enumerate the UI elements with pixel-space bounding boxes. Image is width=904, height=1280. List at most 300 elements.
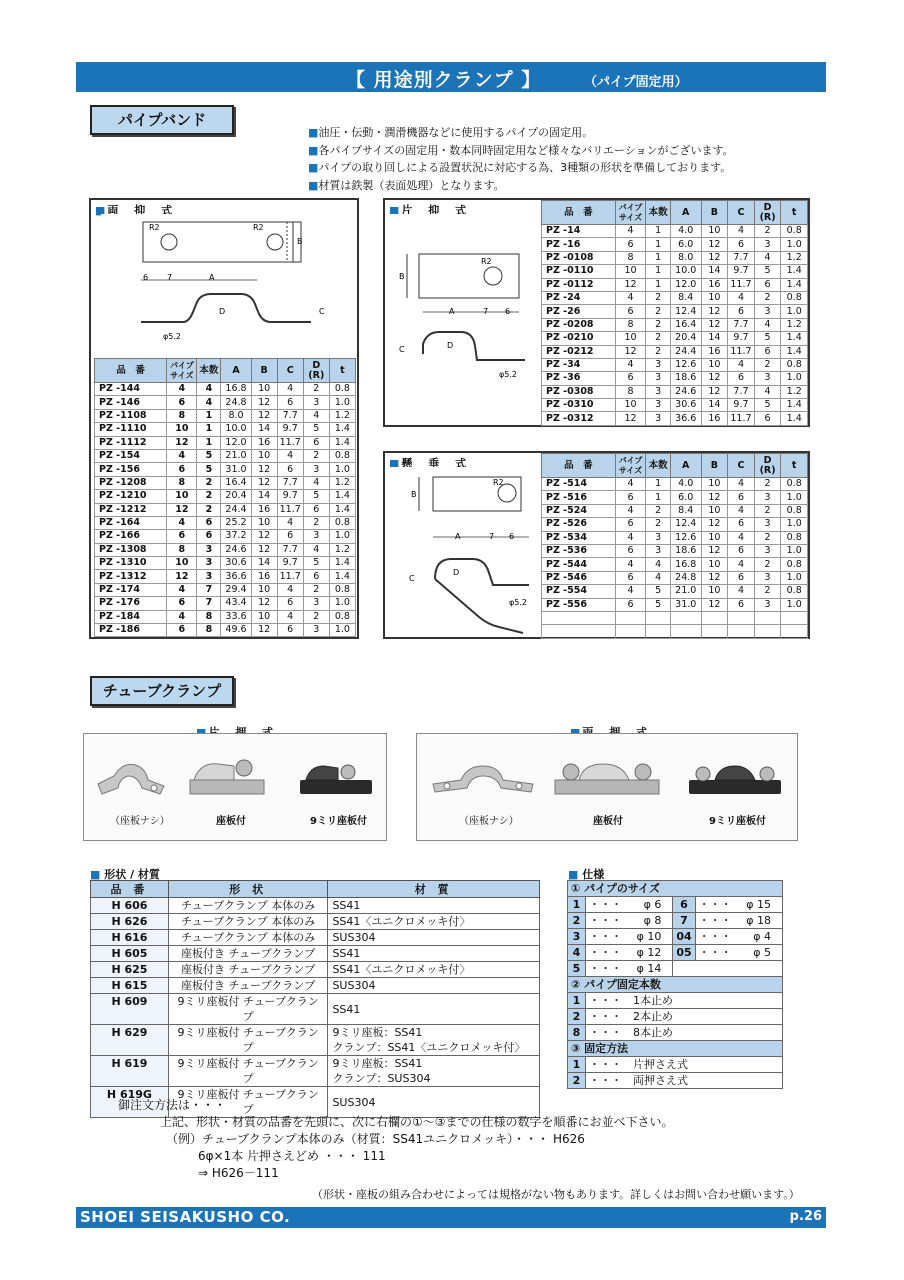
spec-cell: 1.2: [781, 251, 808, 264]
spec-cell: 12: [251, 624, 277, 637]
spec-cell: 2: [754, 531, 781, 544]
spec-cell: 5: [754, 399, 781, 412]
spec-cell: 6: [728, 544, 755, 557]
product-code: H 606: [91, 898, 169, 914]
spec-value: ・・・ φ 5: [695, 945, 782, 961]
part-number: PZ -164: [95, 516, 167, 529]
spec-cell: 10: [615, 265, 646, 278]
shape-material-title: 形状 / 材質: [104, 868, 160, 881]
spec-cell: 8.4: [670, 504, 701, 517]
tube-ryo-photo-panel: [416, 733, 798, 841]
spec-value: ・・・ φ 8: [586, 913, 673, 929]
material-cell: SUS304: [328, 978, 540, 994]
spec-cell: 12: [701, 305, 728, 318]
table-row: [568, 1073, 783, 1089]
spec-cell: 10: [167, 423, 197, 436]
clamp-with-plate-image: [551, 750, 663, 802]
spec-cell: 1.4: [329, 423, 355, 436]
spec-value: ・・・ φ 10: [586, 929, 673, 945]
clamp-no-plate-image: [94, 756, 168, 798]
spec-section-header: [568, 881, 783, 897]
r2-label: R2: [253, 223, 264, 232]
bullet-item: ■ 油圧・伝動・潤滑機器などに使用するパイプの固定用。: [308, 124, 734, 142]
spec-cell: 12.6: [670, 531, 701, 544]
spec-cell: 24.6: [221, 543, 251, 556]
spec-cell: 6: [303, 570, 329, 583]
table-row: [542, 544, 808, 557]
part-number: PZ -0212: [542, 345, 616, 358]
part-number: PZ -0210: [542, 332, 616, 345]
spec-cell: 9.7: [277, 557, 303, 570]
part-number: PZ -26: [542, 305, 616, 318]
material-cell: SS41〈ユニクロメッキ付〉: [328, 962, 540, 978]
spec-cell: 2: [646, 305, 671, 318]
spec-cell: 6: [615, 491, 646, 504]
spec-cell: 6: [728, 598, 755, 611]
part-number: PZ -1208: [95, 476, 167, 489]
six-label: 6: [505, 307, 511, 316]
bullet-item: ■ 材質は鉄製（表面処理）となります。: [308, 177, 734, 195]
spec-cell: 14: [701, 399, 728, 412]
spec-value: ・・・ 片押さえ式: [586, 1057, 783, 1073]
page-subtitle: （パイプ固定用）: [584, 75, 688, 90]
spec-cell: 3: [754, 491, 781, 504]
spec-cell: 2: [303, 583, 329, 596]
part-number: PZ -1108: [95, 409, 167, 422]
table-row: [542, 225, 808, 238]
spec-cell: 6: [728, 518, 755, 531]
part-number: PZ -0312: [542, 412, 616, 425]
spec-value: ・・・ φ 4: [695, 929, 782, 945]
table-row: [542, 265, 808, 278]
spec-cell: 0.8: [781, 291, 808, 304]
material-cell: クランプ：SUS304: [328, 1071, 540, 1087]
spec-number: 8: [568, 1025, 586, 1041]
spec-cell: 1.4: [329, 570, 355, 583]
spec-cell: 3: [646, 531, 671, 544]
spec-section-title: ① パイプのサイズ: [568, 881, 783, 897]
part-number: PZ -0108: [542, 251, 616, 264]
spec-cell: 1.4: [781, 332, 808, 345]
spec-cell: 6: [754, 412, 781, 425]
shape-cell: チューブクランプ 本体のみ: [168, 930, 328, 946]
product-code: H 616: [91, 930, 169, 946]
spec-cell: 2: [646, 318, 671, 331]
spec-cell: 6: [277, 463, 303, 476]
r2-label: R2: [149, 223, 160, 232]
spec-cell: 10: [251, 383, 277, 396]
product-code: H 625: [91, 962, 169, 978]
spec-cell: 12: [251, 396, 277, 409]
spec-cell: 49.6: [221, 624, 251, 637]
spec-section-header: [568, 1041, 783, 1057]
part-number: PZ -546: [542, 571, 616, 584]
tube-kata-photo-panel: [83, 733, 387, 841]
company-name: SHOEI SEISAKUSHO CO.: [80, 1208, 291, 1226]
spec-cell: 3: [197, 543, 221, 556]
phi-label: φ5.2: [499, 370, 517, 379]
spec-cell: 3: [303, 396, 329, 409]
table-row: [568, 913, 783, 929]
shape-cell: 9ミリ座板付 チューブクランプ: [168, 1025, 328, 1056]
part-number: PZ -174: [95, 583, 167, 596]
shape-cell: 座板付き チューブクランプ: [168, 978, 328, 994]
b-label: B: [297, 237, 303, 246]
spec-cell: 7.7: [277, 476, 303, 489]
spec-cell: 3: [754, 372, 781, 385]
table-row: [95, 490, 356, 503]
page-title: 【 用途別クランプ 】: [346, 69, 542, 91]
spec-cell: 12.0: [221, 436, 251, 449]
spec-cell: 3: [303, 530, 329, 543]
table-row: [568, 945, 783, 961]
spec-cell: 14: [701, 332, 728, 345]
spec-cell: 6: [728, 571, 755, 584]
spec-cell: 4.0: [670, 478, 701, 491]
a-label: A: [209, 273, 215, 282]
spec-cell: 0.8: [781, 478, 808, 491]
spec-number: 2: [568, 1073, 586, 1089]
kensui-title: 懸 垂 式: [401, 457, 473, 470]
spec-cell: 3: [197, 557, 221, 570]
spec-cell: 12.0: [670, 278, 701, 291]
table-row: [568, 1009, 783, 1025]
spec-cell: 6: [754, 278, 781, 291]
spec-cell: 24.4: [670, 345, 701, 358]
part-number: PZ -1112: [95, 436, 167, 449]
spec-cell: 18.6: [670, 544, 701, 557]
spec-cell: 11.7: [277, 570, 303, 583]
spec-cell: 3: [303, 597, 329, 610]
spec-cell: 4: [646, 558, 671, 571]
spec-cell: 8: [167, 543, 197, 556]
six-label: 6: [509, 532, 515, 541]
spec-cell: 3: [646, 358, 671, 371]
spec-cell: 12: [167, 436, 197, 449]
spec-cell: 5: [197, 463, 221, 476]
spec-cell: 12: [701, 372, 728, 385]
column-header: パイプサイズ: [615, 201, 646, 225]
part-number: PZ -1312: [95, 570, 167, 583]
spec-cell: 16: [701, 278, 728, 291]
spec-cell: 3: [197, 570, 221, 583]
table-row: [95, 396, 356, 409]
spec-cell: 1.2: [329, 476, 355, 489]
spec-cell: 10: [701, 558, 728, 571]
spec-cell: 3: [646, 412, 671, 425]
column-header: C: [728, 454, 755, 478]
table-row: [95, 610, 356, 623]
part-number: PZ -534: [542, 531, 616, 544]
clamp-9mm-plate-image: [685, 756, 785, 800]
spec-cell: 1.0: [781, 372, 808, 385]
spec-cell: 5: [754, 265, 781, 278]
table-row: [542, 598, 808, 611]
spec-cell: 7: [197, 583, 221, 596]
spec-cell: 1: [646, 225, 671, 238]
title-bar: [76, 62, 826, 92]
material-cell: SUS304: [328, 930, 540, 946]
spec-cell: 4: [754, 385, 781, 398]
spec-cell: 10: [615, 332, 646, 345]
spec-cell: 16: [701, 412, 728, 425]
spec-cell: 16.8: [221, 383, 251, 396]
spec-cell: 3: [646, 544, 671, 557]
part-number: PZ -1308: [95, 543, 167, 556]
table-row: [542, 399, 808, 412]
spec-cell: 3: [754, 598, 781, 611]
spec-cell: 6: [167, 396, 197, 409]
spec-cell: 16: [251, 436, 277, 449]
spec-cell: 1.2: [781, 318, 808, 331]
spec-cell: 12: [167, 503, 197, 516]
table-row: [542, 518, 808, 531]
table-row: [95, 583, 356, 596]
table-row: [95, 557, 356, 570]
part-number: PZ -154: [95, 449, 167, 462]
column-header: t: [781, 201, 808, 225]
spec-cell: 5: [197, 449, 221, 462]
table-header-row: [542, 454, 808, 478]
spec-cell: 12: [701, 571, 728, 584]
part-number: PZ -536: [542, 544, 616, 557]
spec-cell: 10: [251, 449, 277, 462]
spec-cell: 0.8: [329, 583, 355, 596]
spec-cell: 10: [701, 358, 728, 371]
table-row: [95, 516, 356, 529]
spec-cell: 5: [303, 423, 329, 436]
spec-cell: 7.7: [277, 409, 303, 422]
spec-cell: 2: [646, 518, 671, 531]
spec-cell: 1: [646, 278, 671, 291]
table-row: [95, 503, 356, 516]
spec-value: ・・・ 1本止め: [586, 993, 783, 1009]
table-header-row: [95, 359, 356, 383]
spec-cell: 8.4: [670, 291, 701, 304]
spec-cell: 0.8: [329, 516, 355, 529]
spec-cell: 4: [728, 558, 755, 571]
spec-cell: 6: [277, 396, 303, 409]
spec-cell: 7.7: [728, 385, 755, 398]
spec-cell: 6: [615, 305, 646, 318]
spec-cell: 11.7: [728, 412, 755, 425]
spec-cell: 24.6: [670, 385, 701, 398]
spec-cell: 10: [167, 490, 197, 503]
spec-cell: 4: [754, 251, 781, 264]
spec-cell: 14: [251, 423, 277, 436]
spec-cell: 12: [701, 251, 728, 264]
material-cell: SS41: [328, 994, 540, 1025]
shape-cell: 9ミリ座板付 チューブクランプ: [168, 994, 328, 1025]
column-header: 品 番: [542, 454, 616, 478]
seven-label: 7: [489, 532, 495, 541]
spec-cell: 9.7: [277, 423, 303, 436]
kata-osae-diagram: [389, 214, 539, 388]
material-cell: クランプ：SS41〈ユニクロメッキ付〉: [328, 1040, 540, 1056]
spec-cell: 4: [277, 449, 303, 462]
order-heading: 御注文方法は・・・: [118, 1098, 227, 1112]
spec-cell: 29.4: [221, 583, 251, 596]
spec-cell: 4: [303, 543, 329, 556]
table-row: [568, 1057, 783, 1073]
caption-9mm-plate: 9ミリ座板付: [709, 816, 766, 827]
part-number: PZ -1212: [95, 503, 167, 516]
spec-cell: 16: [701, 345, 728, 358]
spec-cell: 0.8: [329, 449, 355, 462]
material-cell: SUS304: [328, 1087, 540, 1118]
spec-cell: 14: [251, 490, 277, 503]
spec-cell: 3: [754, 518, 781, 531]
product-code: H 619: [91, 1056, 169, 1087]
table-row: [542, 504, 808, 517]
spec-cell: 1.4: [781, 412, 808, 425]
spec-cell: 6: [167, 597, 197, 610]
spec-cell: 1.2: [329, 543, 355, 556]
spec-cell: 7: [197, 597, 221, 610]
column-header: D (R): [754, 454, 781, 478]
spec-cell: 0.8: [781, 558, 808, 571]
spec-cell: 4: [615, 358, 646, 371]
table-row: [95, 463, 356, 476]
spec-cell: 1.0: [329, 463, 355, 476]
spec-cell: 4: [167, 610, 197, 623]
spec-cell: 1.0: [781, 544, 808, 557]
product-code: H 626: [91, 914, 169, 930]
spec-cell: 12: [701, 318, 728, 331]
kata-osae-table: [541, 200, 808, 426]
spec-cell: 12: [701, 544, 728, 557]
spec-cell: 6: [615, 544, 646, 557]
spec-number: 1: [568, 897, 586, 913]
spec-cell: 10: [701, 504, 728, 517]
spec-cell: 12: [701, 598, 728, 611]
spec-cell: 6: [728, 491, 755, 504]
part-number: PZ -1110: [95, 423, 167, 436]
spec-cell: 6: [615, 238, 646, 251]
table-row: [91, 1025, 540, 1041]
spec-cell: 4: [277, 583, 303, 596]
order-note: （形状・座板の組み合わせによっては規格がない物もあります。詳しくはお問い合わせ願います。）: [312, 1188, 800, 1201]
spec-cell: 4: [303, 409, 329, 422]
spec-cell: 4: [615, 531, 646, 544]
spec-cell: 1.0: [781, 598, 808, 611]
table-row: [91, 962, 540, 978]
spec-cell: 1: [646, 478, 671, 491]
part-number: PZ -184: [95, 610, 167, 623]
spec-cell: 5: [646, 585, 671, 598]
spec-cell: 10: [701, 531, 728, 544]
spec-cell: 6: [277, 624, 303, 637]
table-row: [542, 251, 808, 264]
part-number: PZ -0308: [542, 385, 616, 398]
table-row: [91, 946, 540, 962]
spec-cell: 3: [754, 238, 781, 251]
table-row: [542, 558, 808, 571]
part-number: PZ -554: [542, 585, 616, 598]
column-header: B: [251, 359, 277, 383]
spec-cell: 1.0: [781, 491, 808, 504]
spec-cell: 5: [754, 332, 781, 345]
table-row: [95, 383, 356, 396]
spec-number: 7: [673, 913, 695, 929]
column-header: t: [781, 454, 808, 478]
spec-cell: 4: [728, 358, 755, 371]
kensui-diagram: [389, 467, 539, 637]
part-number: PZ -526: [542, 518, 616, 531]
spec-cell: 21.0: [670, 585, 701, 598]
spec-cell: 1: [646, 491, 671, 504]
part-number: PZ -144: [95, 383, 167, 396]
spec-cell: 1: [646, 265, 671, 278]
spec-cell: 4: [167, 383, 197, 396]
part-number: PZ -544: [542, 558, 616, 571]
part-number: PZ -36: [542, 372, 616, 385]
spec-cell: 12: [251, 597, 277, 610]
spec-cell: 8: [615, 385, 646, 398]
ryo-osae-diagram: [101, 214, 351, 360]
spec-cell: 1.4: [781, 345, 808, 358]
product-code: H 629: [91, 1025, 169, 1056]
spec-cell: 6: [754, 345, 781, 358]
spec-cell: 4.0: [670, 225, 701, 238]
spec-cell: 1.4: [329, 436, 355, 449]
table-row: [95, 423, 356, 436]
table-row: [542, 345, 808, 358]
spec-cell: 4: [167, 449, 197, 462]
column-header: パイプサイズ: [167, 359, 197, 383]
spec-cell: 1.4: [781, 399, 808, 412]
spec-cell: 20.4: [670, 332, 701, 345]
spec-number: 2: [568, 913, 586, 929]
spec-cell: 20.4: [221, 490, 251, 503]
spec-cell: 0.8: [781, 225, 808, 238]
spec-cell: 2: [754, 558, 781, 571]
spec-cell: 10: [251, 610, 277, 623]
part-number: PZ -34: [542, 358, 616, 371]
spec-cell: 31.0: [670, 598, 701, 611]
spec-cell: 1: [197, 436, 221, 449]
table-row: [542, 332, 808, 345]
spec-cell: 0.8: [781, 358, 808, 371]
column-header: 本数: [646, 454, 671, 478]
spec-cell: 1.0: [781, 238, 808, 251]
spec-cell: 2: [197, 503, 221, 516]
part-number: PZ -0112: [542, 278, 616, 291]
spec-cell: 10: [701, 585, 728, 598]
spec-cell: 4: [728, 504, 755, 517]
material-cell: SS41: [328, 946, 540, 962]
footer-bar: [76, 1207, 826, 1228]
table-row: [542, 585, 808, 598]
spec-cell: 8: [167, 409, 197, 422]
order-line-4: ⇒ H626－111: [198, 1166, 279, 1180]
column-header: 品 番: [91, 881, 169, 898]
spec-cell: 6: [167, 463, 197, 476]
clamp-9mm-plate-image: [294, 756, 378, 800]
part-number: PZ -1210: [95, 490, 167, 503]
spec-cell: 14: [251, 557, 277, 570]
material-cell: SS41〈ユニクロメッキ付〉: [328, 914, 540, 930]
spec-cell: 1.0: [781, 518, 808, 531]
spec-cell: 4: [303, 476, 329, 489]
kensui-table: [541, 453, 808, 639]
part-number: PZ -16: [542, 238, 616, 251]
table-row: [95, 597, 356, 610]
shape-cell: 9ミリ座板付 チューブクランプ: [168, 1087, 328, 1118]
spec-cell: 1.4: [781, 278, 808, 291]
column-header: A: [221, 359, 251, 383]
spec-cell: 1.4: [329, 557, 355, 570]
